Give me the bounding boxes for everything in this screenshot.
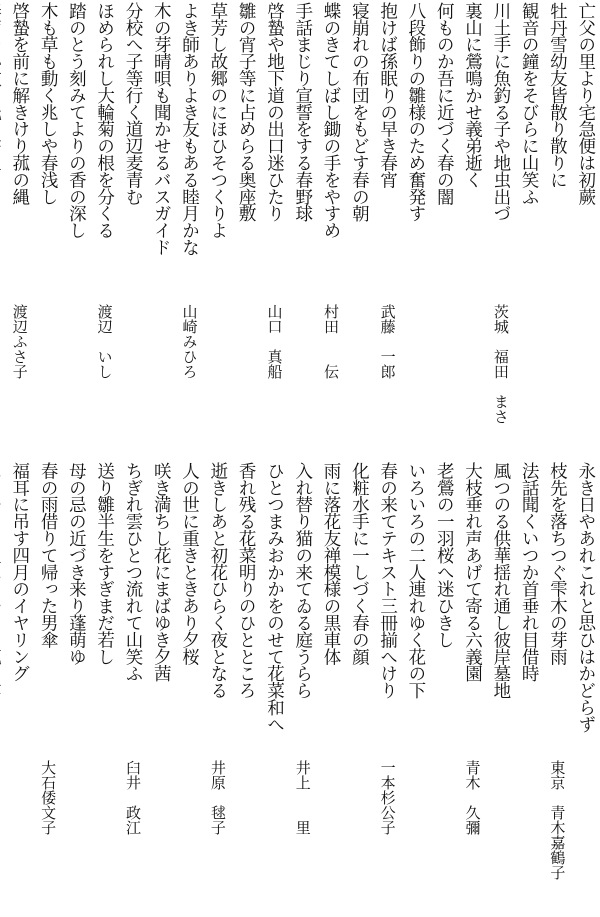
haiku-line: 福耳に吊す四月のイヤリング [9,462,30,682]
haiku-line: ひとつまみおかかをのせて花菜和へ [264,462,285,733]
haiku-column [289,462,317,914]
haiku-line: 観音の鐘をそびらに山笑ふ [519,2,540,205]
haiku-column [289,2,317,454]
haiku-column [260,462,288,914]
haiku-column [543,2,571,454]
haiku-column [402,2,430,454]
haiku-column [345,2,373,454]
haiku-column [119,2,147,454]
haiku-line: 草芳し故郷のにほひそつくりよ [207,2,228,239]
haiku-line: 川土手に魚釣る子や地虫出づ [490,2,511,222]
haiku-section-top [6,2,600,454]
haiku-column [204,2,232,454]
haiku-line: 雛の宵子等に占めらる奥座敷 [236,2,257,222]
haiku-line: 裏山に鶯鳴かせ義弟逝く [462,2,483,188]
haiku-column [204,462,232,914]
haiku-column [374,462,402,914]
haiku-line: いろいろの二人連れゆく花の下 [405,462,426,699]
author-name: 東京 青木嘉鶴子 [548,760,567,880]
haiku-column [147,2,175,454]
haiku-column [62,2,90,454]
author-name: 大石倭文子 [39,760,58,835]
haiku-line: 雨に落花友禅模様の黒車体 [321,462,342,665]
haiku-column [91,462,119,914]
haiku-column [515,2,543,454]
haiku-column [6,2,34,454]
haiku-line: ほめられし大輪菊の根を分くる [94,2,115,239]
haiku-column [572,462,600,914]
haiku-column [515,462,543,914]
author-name: 渡辺ふさ子 [10,304,29,379]
haiku-column [402,462,430,914]
haiku-section-bottom [6,462,600,914]
haiku-line: 蝶のきてしばし鋤の手をやすめ [321,2,342,239]
haiku-column [176,462,204,914]
haiku-column [34,462,62,914]
haiku-line: 春の雨借りて帰った男傘 [38,462,59,648]
author-name: 一本杉公子 [378,760,397,835]
author-name: 山口 真船 [265,304,284,379]
haiku-line: 母の忌の近づき来り蓬萌ゆ [66,462,87,665]
haiku-column [6,462,34,914]
haiku-line: 寝崩れの布団をもどす春の朝 [349,2,370,222]
haiku-line: 分校へ子等行く道辺麦青む [122,2,143,205]
author-name: 武藤 一郎 [378,304,397,379]
haiku-column [176,2,204,454]
haiku-column [317,462,345,914]
haiku-column [62,462,90,914]
haiku-line: 啓蟄を前に解きけり菰の縄 [9,2,30,205]
haiku-line: 手話まじり宣誓をする春野球 [292,2,313,222]
haiku-line: 老鶯の一羽桜へ迷ひきし [434,462,455,648]
haiku-column [0,462,6,914]
haiku-column [232,462,260,914]
haiku-column [0,2,6,454]
haiku-line: 木も草も動く兆しや春浅し [38,2,59,205]
haiku-line: 大枝垂れ声あげて寄る六義園 [462,462,483,682]
haiku-column [487,462,515,914]
haiku-line: 咲き満ちし花にまばゆき夕茜 [151,462,172,682]
haiku-line: 風つのる供華揺れ通し彼岸墓地 [490,462,511,699]
haiku-line: 香れ残る花菜明りのひとところ [236,462,257,699]
haiku-line [0,2,3,171]
haiku-line: 人の世に重きときあり夕桜 [179,462,200,665]
haiku-column [91,2,119,454]
haiku-column [572,2,600,454]
haiku-column [345,462,373,914]
haiku-column [459,462,487,914]
author-name: 渡辺 いし [95,304,114,379]
haiku-column [430,2,458,454]
haiku-line: 送り雛半生をすぎまだ若し [94,462,115,665]
haiku-column [374,2,402,454]
haiku-line: よき師ありよき友もある睦月かな [179,2,200,256]
haiku-column [260,2,288,454]
author-name: 山崎みひろ [180,304,199,379]
haiku-column [543,462,571,914]
haiku-line: 牡丹雪幼友皆散り散りに [547,2,568,188]
haiku-line: 法話聞くいつか首垂れ目借時 [519,462,540,682]
haiku-line: 逝きしあと初花ひらく夜となる [207,462,228,699]
author-name: 村田 伝 [322,304,341,379]
haiku-line: 春の来てテキスト三冊揃へけり [377,462,398,699]
haiku-column [430,462,458,914]
haiku-line: 木の芽晴唄も聞かせるバスガイド [151,2,172,256]
haiku-line: 化粧水手に一しづく春の顔 [349,462,370,665]
haiku-line: 踏のとう刻みてよりの香の深し [66,2,87,239]
haiku-line: 入れ替り猫の来てゐる庭うらら [292,462,313,699]
haiku-line: 啓蟄や地下道の出口迷ひたり [264,2,285,222]
haiku-column [147,462,175,914]
haiku-line: 八段飾りの雛様のため奮発す [405,2,426,222]
author-name: 井原 毬子 [208,760,227,835]
haiku-column [317,2,345,454]
haiku-line: ちぎれ雲ひとつ流れて山笑ふ [122,462,143,682]
author-name: 井上 里 [293,760,312,835]
haiku-line: 何ものか吾に近づく春の闇 [434,2,455,205]
haiku-column [232,2,260,454]
haiku-column [34,2,62,454]
haiku-line [0,462,3,699]
haiku-column [487,2,515,454]
haiku-line: 亡父の里より宅急便は初蕨 [575,2,596,205]
author-name: 茨城 福田 まさ [491,304,510,424]
author-name: 臼井 政江 [123,760,142,835]
haiku-line: 抱けば孫眠りの早き春宵 [377,2,398,188]
haiku-column [459,2,487,454]
haiku-column [119,462,147,914]
haiku-line: 枝先を落ちつぐ雫木の芽雨 [547,462,568,665]
author-name: 青木 久彌 [463,760,482,835]
haiku-line: 永き日やあれこれと思ひはかどらず [575,462,596,733]
